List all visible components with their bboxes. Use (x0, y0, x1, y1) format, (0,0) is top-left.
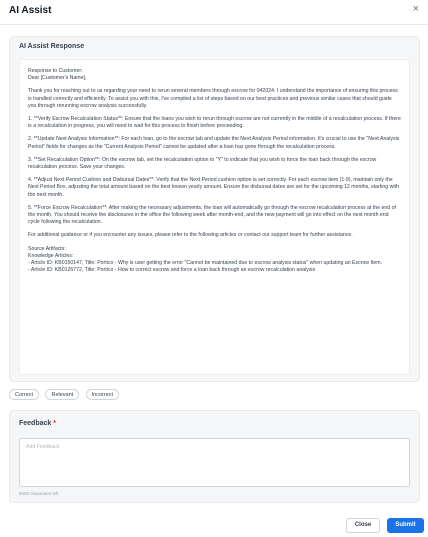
dialog-header (0, 0, 428, 24)
close-button[interactable]: Close (346, 518, 380, 533)
feedback-label (19, 420, 56, 427)
response-line: Response to Customer: (28, 68, 83, 74)
incorrect-tag-button[interactable]: Incorrect (86, 389, 119, 400)
response-paragraph: 5. **Force Escrow Recalculation**: After making the necessary adjustments, the loan will automatically go through the escrow recalculation process at the end of the month. You should receive the disclosures in the office the following week after month-end, and the new payment will go into effect on the next month end cycle following the recalculation. (28, 204, 396, 226)
response-paragraph: Thank you for reaching out to us regarding your need to rerun several members through escrow for 042024. I understand the importance of ensuring this process is handled correctly and efficiently. To assist you with this, I've compiled a list of steps based on our best practices and previous similar cases that should guide you through rerunning escrow analysis successfully. (28, 88, 398, 109)
response-section-title: AI Assist Response (19, 43, 85, 50)
feedback-label-text: Feedback (19, 420, 52, 427)
response-paragraph: 2. **Update Next Analysis Information**: For each loan, go to the escrow tab and update the Next Analysis Period information. It's crucial to use the "Next Analysis Period" fields for changes as the "Current Analysis Period" cannot be updated after a loan has gone through the recalculation process. (28, 136, 400, 150)
character-count: 8000 characters left. (19, 491, 60, 496)
source-artifacts (28, 246, 401, 275)
correct-tag-button[interactable]: Correct (9, 389, 39, 400)
header-divider (0, 24, 428, 25)
rating-tags (9, 389, 121, 401)
relevant-tag-button[interactable]: Relevant (45, 389, 79, 400)
feedback-textarea[interactable] (19, 438, 410, 487)
response-paragraph: 3. **Set Recalculation Option**: On the escrow tab, set the recalculation option to "Y" to indicate that you wish to force the loan back through the escrow recalculation process. Save your changes. (28, 156, 377, 171)
feedback-section (9, 410, 420, 503)
article-reference: - Article ID: KB0126772, Title: Portico - How to correct escrow and force a loan back through an escrow recalculation analysis (28, 267, 316, 274)
required-marker: * (53, 420, 57, 427)
article-reference: - Article ID: KB0150147, Title: Portico - Why is user getting the error "Cannot be maintained due to escrow analysis status" when updating an Escrow Item. (28, 260, 383, 267)
submit-button[interactable]: Submit (387, 518, 424, 533)
response-line: Source Artifacts: (28, 245, 66, 252)
response-body (19, 59, 410, 375)
dialog-title: AI Assist (9, 5, 52, 16)
response-paragraph: 1. **Verify Escrow Recalculation Status**: Ensure that the loans you wish to rerun through escrow are not currently in the middle of a recalculation process. If there is a recalculation in progress, you will need to wait for this process to finish before proceeding. (28, 116, 401, 130)
ai-response-section (9, 36, 420, 382)
response-paragraph: 4. **Adjust Next Period Cushion and Disbursal Dates**: Verify that the Next Period cushion option is set correctly. For each escrow item (1-9), maintain only the Next Period Box, adjusting the total amount based on the best known yearly amount. Ensure the disbursal dates are set for the upcoming 12 months, starting with the next month. (28, 177, 399, 198)
response-paragraph (28, 68, 401, 82)
response-line: Dear [Customer's Name], (28, 75, 87, 82)
response-paragraph: For additional guidance or if you encounter any issues, please refer to the following articles or contact our support team for further assistance. (28, 232, 353, 239)
response-line: Knowledge Articles: (28, 252, 74, 259)
close-icon[interactable]: × (412, 3, 419, 15)
